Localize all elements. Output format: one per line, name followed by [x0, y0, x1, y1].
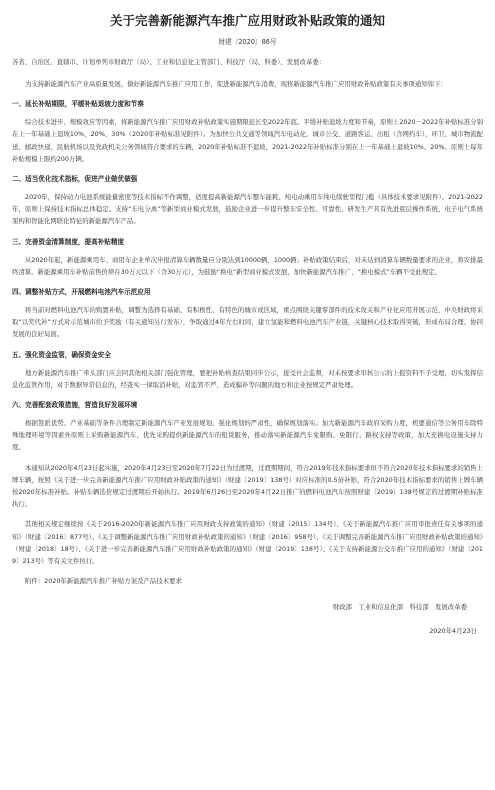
- section-heading-4: 四、调整补贴方式，开展燃料电池汽车示范应用: [12, 288, 151, 297]
- section-heading-3: 三、完善资金清算制度，提高补贴精度: [12, 237, 125, 246]
- addressee-line: 各省、自治区、直辖市、计划单列市财政厅（局）、工业和信息化主管部门、科技厅（局、科委）、发展改革委：: [12, 58, 326, 66]
- section-heading-1: 一、延长补贴期限，平缓补贴退坡力度和节奏: [12, 100, 144, 109]
- section-4-paragraph: 将当前对燃料电池汽车的购置补贴，调整为选择有基础、有积极性、有特色的城市或区域，重点围绕关键零部件的技术攻关和产业化应用开展示范，中央财政将采取“以奖代补”方式对示范城市给予奖励（有关通知另行发布），争取通过4年左右时间，建立氢能和燃料电池汽车产业链，关键核心技术取得突破，形成布局合理、协同发展的良好局面。: [12, 306, 483, 339]
- notice-title: 关于完善新能源汽车推广应用财政补贴政策的通知: [109, 13, 385, 28]
- related-regulations-paragraph: 其他相关规定继续按《关于2016-2020年新能源汽车推广应用财政支持政策的通知》（财建〔2015〕134号）、《关于新能源汽车推广应用审批责任有关事项的通知》（财建〔2016〕877号）、《关于调整新能源汽车推广应用财政补贴政策的通知》（财建〔2016〕958号）、《关于调整完善新能源汽车推广应用财政补贴政策的通知》（财建〔2018〕18号）、《关于进一步完善新能源汽车推广应用财政补贴政策的通知》（财建〔2019〕138号）、《关于支持新能源公交车推广应用的通知》（财建〔2019〕213号）等有关文件执行。: [12, 520, 483, 566]
- document-number: 财建〔2020〕86号: [218, 38, 277, 46]
- attachment-line: 附件：2020年新能源汽车推广补贴方案及产品技术要求: [25, 577, 182, 586]
- section-heading-6: 六、完善配套政策措施，营造良好发展环境: [12, 401, 138, 410]
- issuing-agencies: 财政部 工业和信息化部 科技部 发展改革委: [332, 603, 467, 612]
- section-heading-2: 二、适当优化技术指标，促进产业做优做强: [12, 175, 138, 184]
- section-5-paragraph: 地方新能源汽车推广牵头部门应会同其他相关部门强化管理，要把补贴核查结果同步公示，接受社会监督，对未按要求审核公示的上报资料不予受理，切实发挥信息化监管作用，对于数据异常信息的，经查实一律取消补贴，对监管不严、造成骗补等问题的地方和企业按规定严肃处理。: [12, 368, 483, 389]
- section-1-paragraph: 综合技术进步、规模效应等因素，将新能源汽车推广应用财政补贴政策实施期限延长至2022年底。平缓补贴退坡力度和节奏，原则上2020－2022年补贴标准分别在上一年基础上退坡10%、20%、30%（2020年补贴标准见附件）。为加快公共交通等领域汽车电动化，城市公交、道路客运、出租（含网约车）、环卫、城市物流配送、邮政快递、民航机场以及党政机关公务领域符合要求的车辆，2020年补贴标准不退坡，2021-2022年补贴标准分别在上一年基础上退坡10%、20%。原则上每年补贴规模上限约200万辆。: [12, 118, 483, 163]
- intro-paragraph: 为支持新能源汽车产业高质量发展，做好新能源汽车推广应用工作，促进新能源汽车消费，现将新能源汽车推广应用财政补贴政策有关事项通知如下：: [25, 80, 447, 88]
- effective-date-paragraph: 本通知从2020年4月23日起实施，2020年4月23日至2020年7月22日为过渡期，过渡期期间，符合2019年技术指标要求但不符合2020年技术指标要求的销售上牌车辆，按照《关于进一步完善新能源汽车推广应用财政补贴政策的通知》（财建〔2019〕138号）对应标准的0.5倍补贴，符合2020年技术指标要求的销售上牌车辆按2020年标准补贴。补贴车辆选价规定过渡期后开始执行。2019年6月26日至2020年4月22日推广的燃料电池汽车按照财建〔2019〕138号规定的过渡期补贴标准执行。: [12, 463, 483, 509]
- section-2-paragraph: 2020年，保持动力电池系统能量密度等技术指标不作调整，适度提高新能源汽车整车能耗、纯电动乘用车纯电续驶里程门槛（具体技术要求见附件）。2021-2022年，原则上保持技术指标总体稳定。支持“车电分离”等新型商业模式发展，鼓励企业进一步提升整车安全性、可靠性，研发生产具有先进底层操作系统、电子电气系统架构和智能化网联化特征的新能源汽车产品。: [12, 193, 483, 226]
- section-6-paragraph: 根据签派优势、产业基础等条件合理制定新能源汽车产业发展规划，强化规划的严肃性，确保规划落实。加大新能源汽车政府采购力度，机要通信等公务用车除特殊地理环境等因素外原则上采购新能源汽车，优先采购提供新能源汽车的租赁服务，推动落实新能源汽车免限购、免限行、路权支持等政策，加大充换电设施支持力度。: [12, 419, 483, 452]
- issue-date: 2020年4月23日: [429, 627, 477, 636]
- section-3-paragraph: 从2020年起，新能源乘用车、商用车企业单次申报清算车辆数量应分别达到10000辆、1000辆；补贴政策结束后，对未达到清算车辆数量要求的企业，将安排最终清算。新能源乘用车补贴前售价须在30万元以下（含30万元），为鼓励“换电”新型商业模式发展，加快新能源汽车推广，“换电模式”车辆不受此规定。: [12, 255, 483, 276]
- section-heading-5: 五、强化资金监管，确保资金安全: [12, 350, 111, 359]
